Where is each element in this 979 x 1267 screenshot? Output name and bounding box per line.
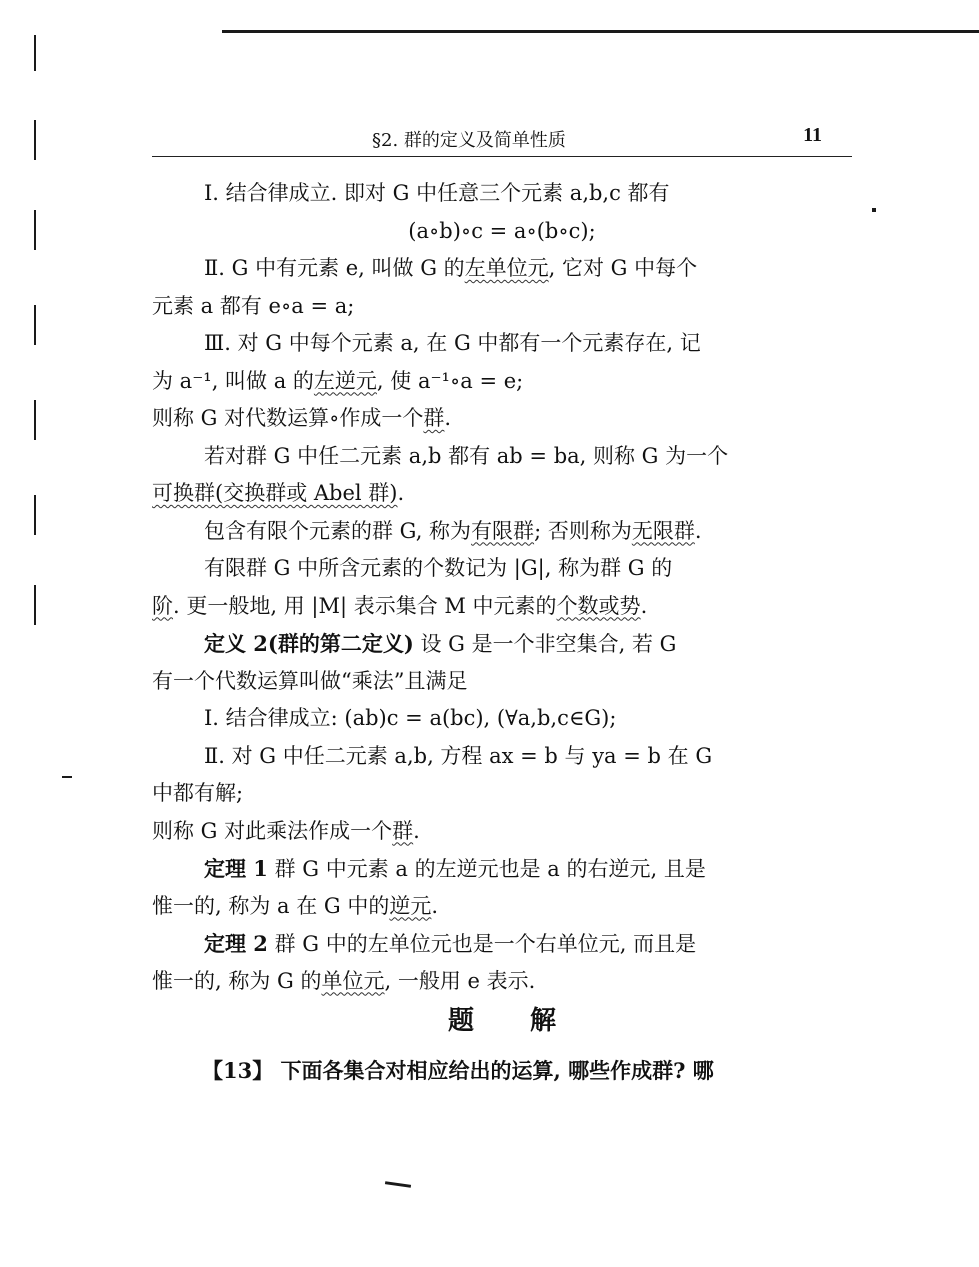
text-line: Ⅰ. 结合律成立. 即对 G 中任意三个元素 a,b,c 都有 xyxy=(204,181,670,205)
text-line: Ⅲ. 对 G 中每个元素 a, 在 G 中都有一个元素存在, 记 xyxy=(204,331,701,355)
term-left-identity: 左单位元 xyxy=(464,256,549,280)
term-finite-group: 有限群 xyxy=(471,518,535,543)
term-group: 群 xyxy=(392,818,414,843)
text-line: 惟一的, 称为 G 的单位元, 一般用 e 表示. xyxy=(152,968,536,993)
text-line: 若对群 G 中任二元素 a,b 都有 ab = ba, 则称 G 为一个 xyxy=(204,443,729,468)
scan-dash xyxy=(62,776,72,778)
scan-top-rule xyxy=(222,30,979,33)
scan-dot xyxy=(872,208,876,212)
text-line: 则称 G 对代数运算∘作成一个群. xyxy=(152,406,452,430)
scan-left-mark xyxy=(34,305,36,345)
text-line: 定理 1 群 G 中元素 a 的左逆元也是 a 的右逆元, 且是 xyxy=(204,856,706,881)
term-group: 群 xyxy=(423,406,445,430)
text-line: 有限群 G 中所含元素的个数记为 |G|, 称为群 G 的 xyxy=(204,556,673,580)
text-line: 定义 2(群的第二定义) 设 G 是一个非空集合, 若 G xyxy=(204,631,677,656)
text-line: Ⅱ. 对 G 中任二元素 a,b, 方程 ax = b 与 ya = b 在 G xyxy=(204,743,713,768)
text-line: 有一个代数运算叫做“乘法”且满足 xyxy=(152,668,468,693)
scan-left-mark xyxy=(34,120,36,160)
text-line: 则称 G 对此乘法作成一个群. xyxy=(152,818,420,843)
header-title: §2. 群的定义及简单性质 xyxy=(372,130,566,151)
text-line: Ⅱ. G 中有元素 e, 叫做 G 的左单位元, 它对 G 中每个 xyxy=(204,256,698,280)
scan-bottom-mark xyxy=(385,1181,411,1188)
scan-left-mark xyxy=(34,585,36,625)
term-order: 阶 xyxy=(152,593,173,618)
definition-label: 定义 2(群的第二定义) xyxy=(204,631,414,656)
running-header xyxy=(152,122,852,157)
text-line: 可换群(交换群或 Abel 群). xyxy=(152,481,405,505)
text-line: 定理 2 群 G 中的左单位元也是一个右单位元, 而且是 xyxy=(204,931,697,956)
term-identity: 单位元 xyxy=(321,968,385,993)
text-line: 中都有解; xyxy=(152,781,244,805)
term-left-inverse: 左逆元 xyxy=(313,368,377,393)
text-line: 包含有限个元素的群 G, 称为有限群; 否则称为无限群. xyxy=(204,518,702,543)
theorem-label: 定理 1 xyxy=(204,856,268,881)
scan-left-mark xyxy=(34,210,36,250)
text-line: 阶. 更一般地, 用 |M| 表示集合 M 中元素的个数或势. xyxy=(152,593,648,618)
scan-left-mark xyxy=(34,495,36,535)
term-abelian-group: 可换群(交换群或 Abel 群) xyxy=(152,481,398,505)
page-number: 11 xyxy=(803,124,822,146)
scan-left-mark xyxy=(34,35,36,71)
term-cardinality: 个数或势 xyxy=(556,593,641,618)
theorem-label: 定理 2 xyxy=(204,931,268,956)
term-inverse: 逆元 xyxy=(389,893,432,918)
text-line: Ⅰ. 结合律成立: (ab)c = a(bc), (∀a,b,c∈G); xyxy=(204,706,617,730)
text-line: 惟一的, 称为 a 在 G 中的逆元. xyxy=(152,893,439,918)
equation-line: (a∘b)∘c = a∘(b∘c); xyxy=(408,218,596,243)
term-infinite-group: 无限群 xyxy=(631,518,695,543)
text-line: 元素 a 都有 e∘a = a; xyxy=(152,293,355,318)
body-text xyxy=(152,175,852,1000)
section-heading: 题解 xyxy=(447,1006,612,1036)
problem-statement: 【13】 下面各集合对相应给出的运算, 哪些作成群? 哪 xyxy=(202,1058,714,1083)
scan-left-mark xyxy=(34,400,36,440)
text-line: 为 a⁻¹, 叫做 a 的左逆元, 使 a⁻¹∘a = e; xyxy=(152,368,524,393)
